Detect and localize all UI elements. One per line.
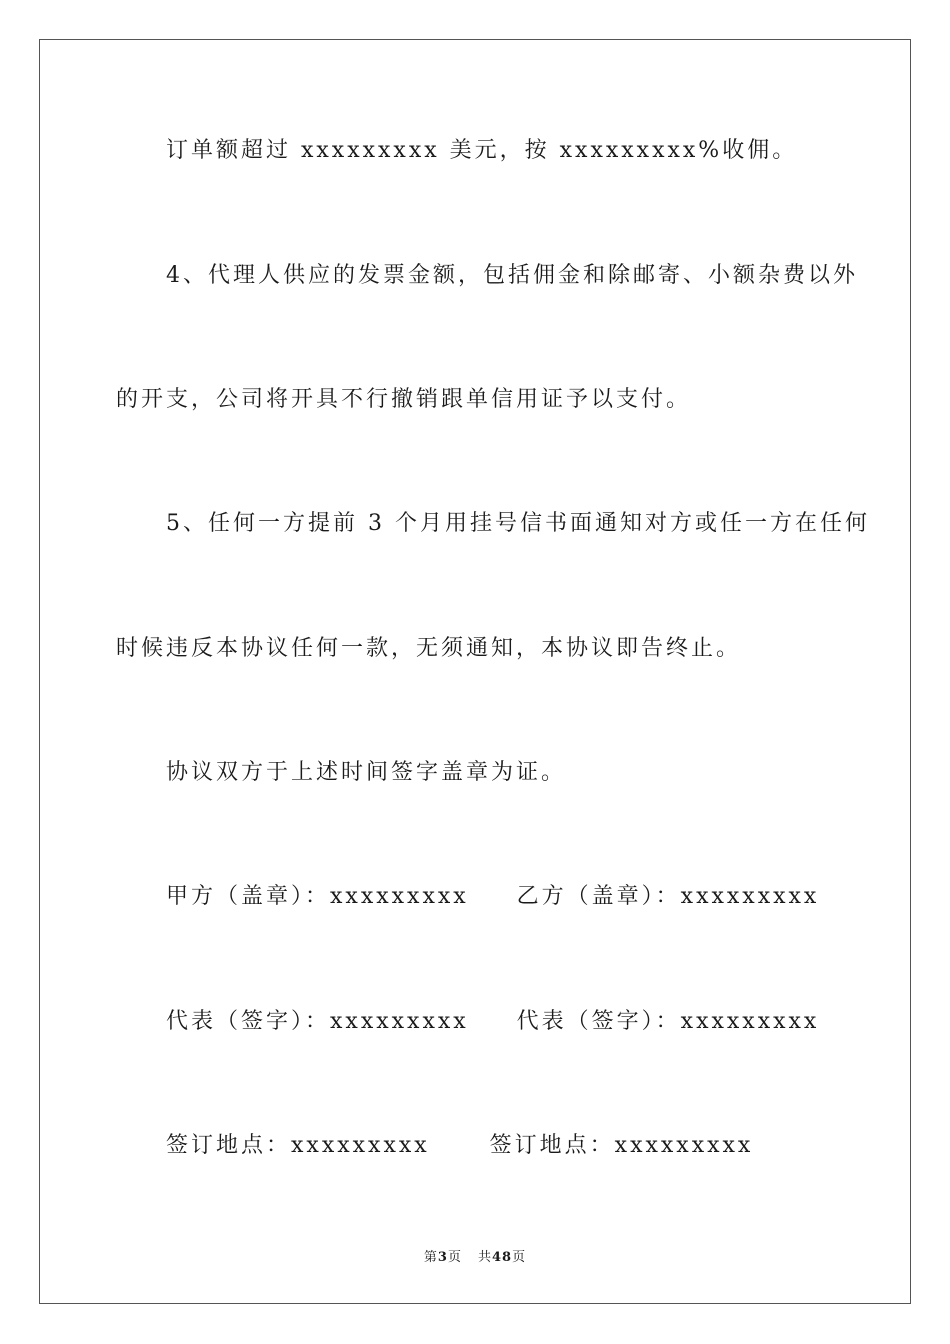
signature-row-place <box>166 1131 753 1161</box>
signature-row-seal <box>166 882 819 912</box>
rep-b-field: 代表（签字）：xxxxxxxxx <box>516 1009 820 1034</box>
footer-total-prefix: 共 <box>477 1250 492 1265</box>
place-b-field: 签订地点：xxxxxxxxx <box>489 1133 754 1158</box>
paragraph-line-witness: 协议双方于上述时间签字盖章为证。 <box>166 760 567 785</box>
footer-page-suffix: 页 <box>447 1250 462 1265</box>
page-footer <box>0 1246 950 1265</box>
paragraph-line-commission: 订单额超过 xxxxxxxxx 美元，按 xxxxxxxxx%收佣。 <box>166 138 798 163</box>
paragraph-line-item-5: 5、任何一方提前 3 个月用挂号信书面通知对方或任一方在任何 <box>166 511 870 536</box>
party-a-seal-field: 甲方（盖章）：xxxxxxxxx <box>166 884 469 909</box>
footer-total-suffix: 页 <box>512 1250 527 1265</box>
footer-page-prefix: 第 <box>423 1250 438 1265</box>
paragraph-line-item-5-cont: 时候违反本协议任何一款，无须通知，本协议即告终止。 <box>116 636 742 661</box>
place-a-field: 签订地点：xxxxxxxxx <box>166 1133 430 1158</box>
rep-a-field: 代表（签字）：xxxxxxxxx <box>166 1009 469 1034</box>
page-border <box>39 39 911 1304</box>
footer-page-number: 3 <box>437 1250 448 1265</box>
paragraph-line-item-4-cont: 的开支，公司将开具不行撤销跟单信用证予以支付。 <box>116 387 692 412</box>
party-b-seal-field: 乙方（盖章）：xxxxxxxxx <box>516 884 820 909</box>
signature-row-representative <box>166 1007 819 1037</box>
paragraph-line-item-4: 4、代理人供应的发票金额，包括佣金和除邮寄、小额杂费以外 <box>166 263 858 288</box>
footer-total-pages: 48 <box>491 1250 513 1265</box>
